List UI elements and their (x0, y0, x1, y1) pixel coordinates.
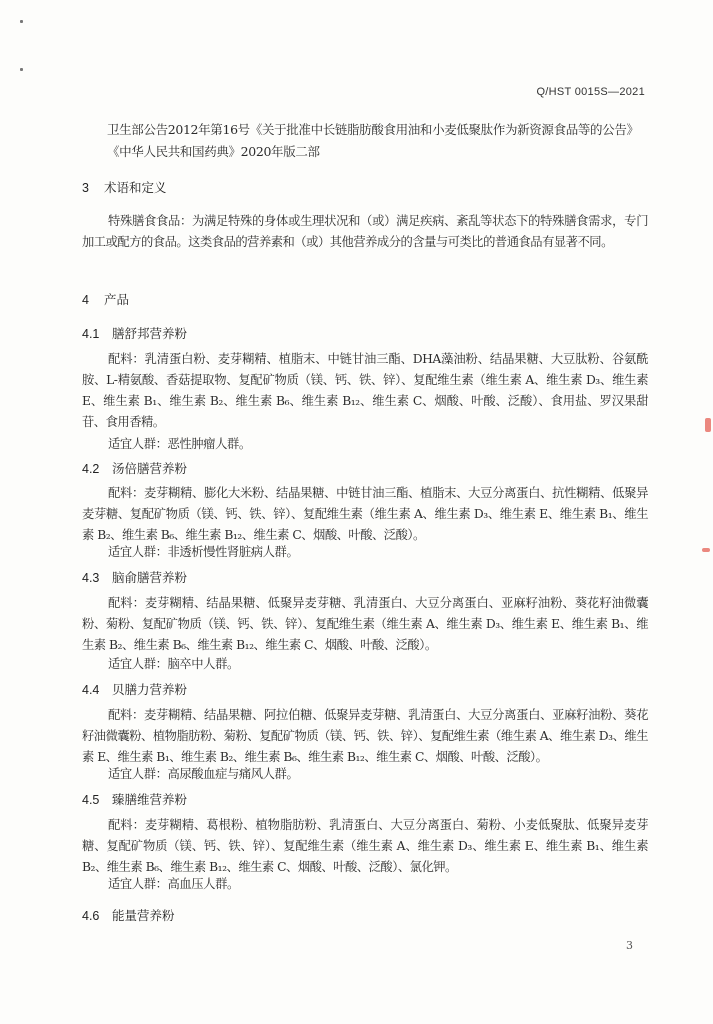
product-heading (82, 324, 187, 342)
section-number: 4 (82, 293, 89, 307)
product-name: 臻膳维营养粉 (112, 793, 188, 807)
standard-code: Q/HST 0015S—2021 (536, 86, 645, 98)
target-audience: 适宜人群：非透析慢性肾脏病人群。 (108, 545, 299, 559)
scan-speck (20, 68, 23, 71)
target-audience: 适宜人群：脑卒中人群。 (108, 657, 239, 671)
scan-mark (702, 548, 710, 552)
reference-line: 卫生部公告2012年第16号《关于批准中长链脂肪酸食用油和小麦低聚肽作为新资源食品等的公告》 (107, 122, 639, 137)
section-title: 产品 (104, 293, 130, 307)
product-name: 膳舒邦营养粉 (112, 327, 188, 341)
ingredients-paragraph: 配料：麦芽糊精、结晶果糖、阿拉伯糖、低聚异麦芽糖、乳清蛋白、大豆分离蛋白、亚麻籽油粉、葵花籽油微囊粉、植物脂肪粉、菊粉、复配矿物质（镁、钙、铁、锌）、复配维生素（维生素 A、维生素 D₃、维生素 E、维生素 B₁、维生素 B₂、维生素 B₆、维生素 B₁₂、维生素 C、烟酸、叶酸、泛酸）。 (82, 708, 648, 764)
product-heading (82, 680, 187, 698)
product-number: 4.6 (82, 909, 100, 923)
section-heading (82, 290, 129, 308)
ingredients-paragraph: 配料：麦芽糊精、结晶果糖、低聚异麦芽糖、乳清蛋白、大豆分离蛋白、亚麻籽油粉、葵花籽油微囊粉、菊粉、复配矿物质（镁、钙、铁、锌）、复配维生素（维生素 A、维生素 D₃、维生素 E、维生素 B₁、维生素 B₂、维生素 B₆、维生素 B₁₂、维生素 C、烟酸、叶酸、泛酸）。 (82, 596, 648, 652)
product-number: 4.5 (82, 793, 100, 807)
ingredients-paragraph: 配料：麦芽糊精、葛根粉、植物脂肪粉、乳清蛋白、大豆分离蛋白、菊粉、小麦低聚肽、低聚异麦芽糖、复配矿物质（镁、钙、铁、锌）、复配维生素（维生素 A、维生素 D₃、维生素 E、维生素 B₁、维生素 B₂、维生素 B₆、维生素 B₁₂、维生素 C、烟酸、叶酸、泛酸）、氯化钾。 (82, 818, 648, 874)
section-number: 3 (82, 181, 89, 195)
product-name: 贝膳力营养粉 (112, 683, 188, 697)
target-audience: 适宜人群：恶性肿瘤人群。 (108, 437, 251, 451)
product-number: 4.4 (82, 683, 100, 697)
target-audience: 适宜人群：高血压人群。 (108, 877, 239, 891)
section-heading (82, 178, 167, 196)
target-audience: 适宜人群：高尿酸血症与痛风人群。 (108, 767, 299, 781)
product-number: 4.3 (82, 571, 100, 585)
product-heading (82, 459, 187, 477)
reference-line: 《中华人民共和国药典》2020年版二部 (107, 144, 320, 159)
product-name: 脑俞膳营养粉 (112, 571, 188, 585)
page-number: 3 (626, 939, 633, 952)
section-title: 术语和定义 (104, 181, 167, 195)
product-name: 能量营养粉 (112, 909, 175, 923)
product-heading (82, 906, 175, 924)
definition-paragraph: 特殊膳食食品：为满足特殊的身体或生理状况和（或）满足疾病、紊乱等状态下的特殊膳食需求，专门加工或配方的食品。这类食品的营养素和（或）其他营养成分的含量与可类比的普通食品有显著不同。 (82, 214, 648, 249)
product-name: 汤倍膳营养粉 (112, 462, 188, 476)
ingredients-paragraph: 配料：乳清蛋白粉、麦芽糊精、植脂末、中链甘油三酯、DHA藻油粉、结晶果糖、大豆肽粉、谷氨酰胺、L-精氨酸、香菇提取物、复配矿物质（镁、钙、铁、锌）、复配维生素（维生素 A、维生素 D₃、维生素 E、维生素 B₁、维生素 B₂、维生素 B₆、维生素 B₁₂、维生素 C、烟酸、叶酸、泛酸）、食用盐、罗汉果甜苷、食用香精。 (82, 352, 648, 429)
product-number: 4.1 (82, 327, 100, 341)
scan-mark (705, 418, 711, 432)
product-heading (82, 568, 187, 586)
ingredients-paragraph: 配料：麦芽糊精、膨化大米粉、结晶果糖、中链甘油三酯、植脂末、大豆分离蛋白、抗性糊精、低聚异麦芽糖、复配矿物质（镁、钙、铁、锌）、复配维生素（维生素 A、维生素 D₃、维生素 E、维生素 B₁、维生素 B₂、维生素 B₆、维生素 B₁₂、维生素 C、烟酸、叶酸、泛酸）。 (82, 486, 648, 542)
product-heading (82, 790, 187, 808)
product-number: 4.2 (82, 462, 100, 476)
scan-speck (20, 20, 23, 23)
